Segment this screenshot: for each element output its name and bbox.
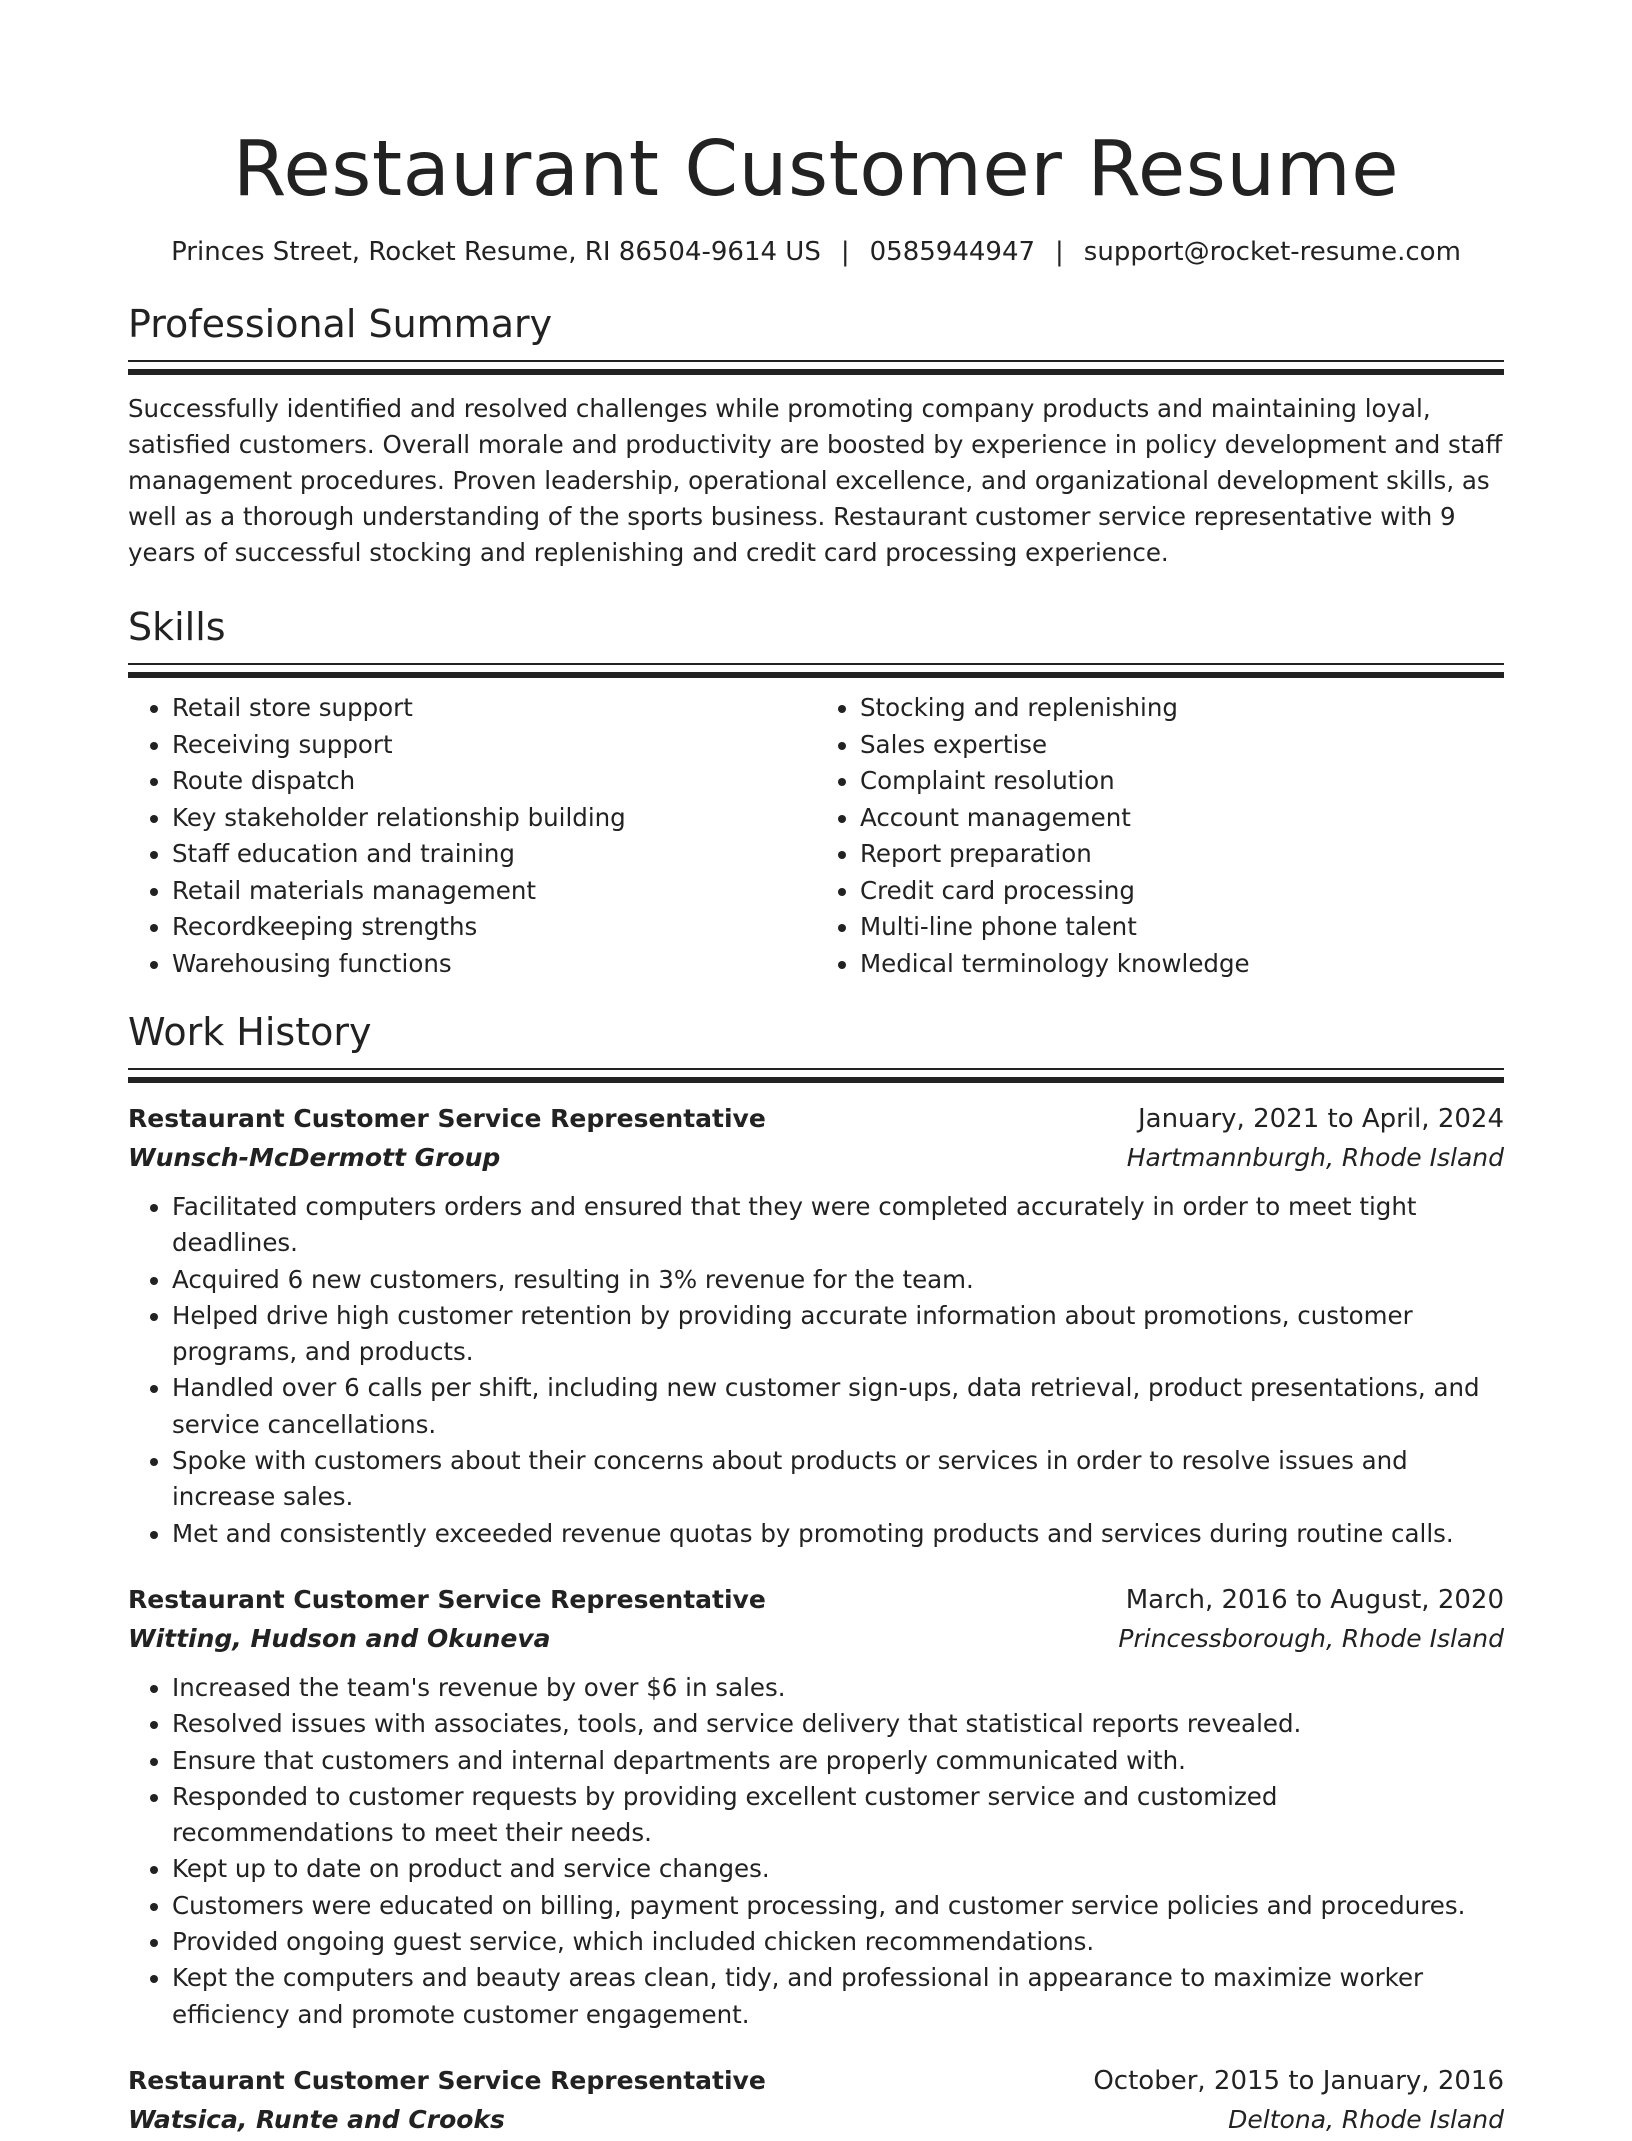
job-bullet-list (128, 1670, 1504, 2033)
skill-item: • Retail store support (172, 690, 816, 727)
job-title: Restaurant Customer Service Representative (128, 2065, 766, 2095)
job-company: Watsica, Runte and Crooks (128, 2104, 505, 2134)
skills-list-left (128, 690, 816, 982)
job-company-row (128, 1618, 1504, 1660)
skill-item: • Key stakeholder relationship building (172, 800, 816, 837)
job-company-row (128, 2099, 1504, 2141)
summary-text: Successfully identified and resolved challenges while promoting company products and maintaining loyal, satisfied customers. Overall morale and productivity are boosted by experience in policy development and staff management procedures. Proven leadership, operational excellence, and organizational development skills, as well as a thorough understanding of the sports business. Restaurant customer service representative with 9 years of successful stocking and replenishing and credit card processing experience. (128, 394, 1503, 567)
job-bullet: • Resolved issues with associates, tools, and service delivery that statistical reports revealed. (172, 1706, 1504, 1742)
work-history-heading: Work History (128, 1010, 372, 1054)
job-location: Hartmannburgh, Rhode Island (1126, 1143, 1504, 1172)
job-entry (128, 1582, 1504, 2033)
job-bullet: • Met and consistently exceeded revenue quotas by promoting products and services during routine calls. (172, 1516, 1504, 1552)
contact-separator: | (1055, 237, 1064, 267)
job-entry (128, 2063, 1504, 2141)
job-dates: March, 2016 to August, 2020 (1125, 1584, 1504, 1615)
skill-item: • Account management (860, 800, 1504, 837)
skill-item: • Complaint resolution (860, 763, 1504, 800)
job-title: Restaurant Customer Service Representative (128, 1584, 766, 1614)
skills-list-right (816, 690, 1504, 982)
job-company-row (128, 1137, 1504, 1179)
job-title: Restaurant Customer Service Representative (128, 1104, 766, 1133)
skill-item: • Recordkeeping strengths (172, 909, 816, 946)
job-bullet: • Responded to customer requests by providing excellent customer service and customized recommendations to meet their needs. (172, 1779, 1504, 1852)
job-bullet-list (128, 1189, 1504, 1552)
job-company: Witting, Hudson and Okuneva (128, 1623, 551, 1653)
resume-title: Restaurant Customer Resume (232, 125, 1400, 214)
skill-item: • Report preparation (860, 836, 1504, 873)
job-entry (128, 1101, 1504, 1552)
section-divider (128, 1068, 1504, 1083)
skill-item: • Stocking and replenishing (860, 690, 1504, 727)
job-dates: January, 2021 to April, 2024 (1137, 1104, 1504, 1134)
job-header-row (128, 2063, 1504, 2099)
skill-item: • Multi-line phone talent (860, 909, 1504, 946)
job-header-row (128, 1101, 1504, 1137)
skill-item: • Warehousing functions (172, 946, 816, 983)
job-bullet: • Handled over 6 calls per shift, including new customer sign-ups, data retrieval, product presentations, and service cancellations. (172, 1370, 1504, 1443)
contact-address: Princes Street, Rocket Resume, RI 86504-9614 US (171, 237, 821, 267)
job-bullet: • Provided ongoing guest service, which included chicken recommendations. (172, 1924, 1504, 1960)
contact-line (128, 235, 1504, 269)
contact-email: support@rocket-resume.com (1083, 237, 1461, 267)
skills-section (128, 603, 1504, 982)
job-dates: October, 2015 to January, 2016 (1093, 2065, 1504, 2096)
skill-item: • Sales expertise (860, 727, 1504, 764)
summary-section (128, 300, 1504, 571)
job-location: Deltona, Rhode Island (1228, 2104, 1504, 2134)
job-bullet: • Customers were educated on billing, payment processing, and customer service policies and procedures. (172, 1888, 1504, 1924)
job-company: Wunsch-McDermott Group (128, 1143, 501, 1172)
skill-item: • Medical terminology knowledge (860, 946, 1504, 983)
job-bullet: • Kept the computers and beauty areas clean, tidy, and professional in appearance to maximize worker efficiency and promote customer engagement. (172, 1960, 1504, 2033)
skills-heading: Skills (128, 605, 226, 649)
skill-item: • Credit card processing (860, 873, 1504, 910)
skill-item: • Receiving support (172, 727, 816, 764)
contact-phone: 0585944947 (869, 237, 1036, 267)
contact-separator: | (840, 237, 850, 267)
job-location: Princessborough, Rhode Island (1118, 1623, 1504, 1653)
job-bullet: • Spoke with customers about their concerns about products or services in order to resolve issues and increase sales. (172, 1443, 1504, 1516)
job-bullet: • Ensure that customers and internal departments are properly communicated with. (172, 1743, 1504, 1779)
job-bullet: • Helped drive high customer retention by providing accurate information about promotions, customer programs, and products. (172, 1298, 1504, 1371)
skill-item: • Retail materials management (172, 873, 816, 910)
skill-item: • Route dispatch (172, 763, 816, 800)
job-bullet: • Acquired 6 new customers, resulting in 3% revenue for the team. (172, 1262, 1504, 1298)
resume-page (128, 0, 1504, 2141)
job-header-row (128, 1582, 1504, 1618)
work-history-section (128, 1008, 1504, 2141)
job-bullet: • Kept up to date on product and service changes. (172, 1851, 1504, 1887)
skills-grid (128, 690, 1504, 982)
job-bullet: • Increased the team's revenue by over $6 in sales. (172, 1670, 1504, 1706)
job-bullet: • Facilitated computers orders and ensured that they were completed accurately in order to meet tight deadlines. (172, 1189, 1504, 1262)
section-divider (128, 360, 1504, 375)
section-divider (128, 663, 1504, 678)
summary-heading: Professional Summary (128, 302, 553, 346)
skill-item: • Staff education and training (172, 836, 816, 873)
